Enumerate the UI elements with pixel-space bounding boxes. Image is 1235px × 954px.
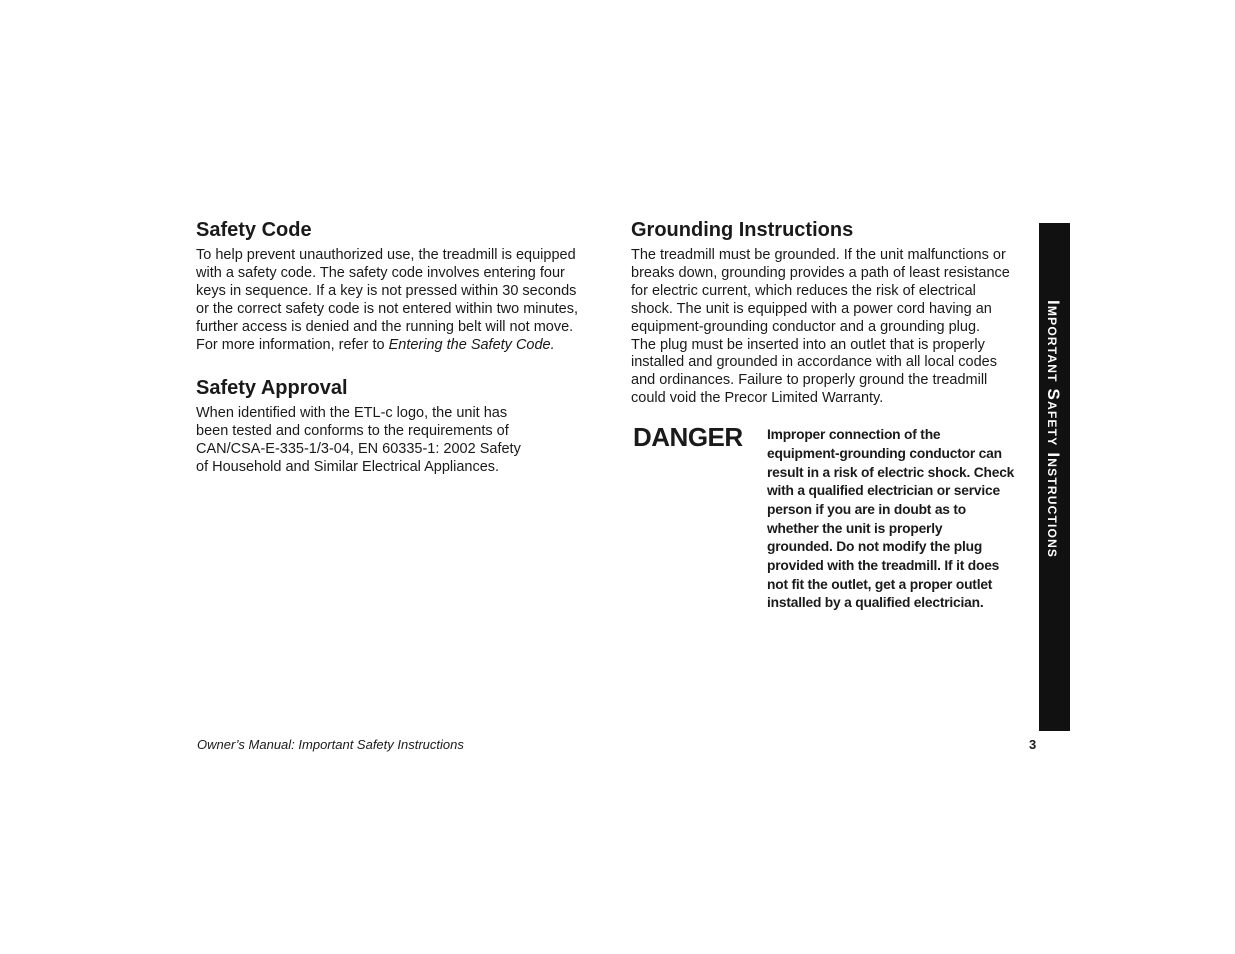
grounding-line: and ordinances. Failure to properly ground the treadmill (631, 372, 988, 389)
grounding-line: for electric current, which reduces the risk of electrical (631, 282, 976, 299)
danger-line: with a qualified electrician or service (767, 483, 1000, 499)
grounding-line: The treadmill must be grounded. If the unit malfunctions or (631, 247, 1006, 263)
safety-approval-line: been tested and conforms to the requirements of (196, 423, 509, 440)
danger-line: not fit the outlet, get a proper outlet (767, 576, 993, 592)
section-side-tab-label: Important Safety Instructions (1044, 300, 1063, 559)
safety-code-heading: Safety Code (196, 219, 312, 241)
grounding-line: breaks down, grounding provides a path of least resistance (631, 264, 1010, 281)
grounding-line: shock. The unit is equipped with a power cord having an (631, 300, 992, 317)
grounding-line: equipment-grounding conductor and a grounding plug. (631, 318, 981, 335)
safety-approval-body (196, 405, 596, 477)
danger-line: installed by a qualified electrician. (767, 595, 984, 611)
danger-line: provided with the treadmill. If it does (767, 558, 1000, 574)
reference-prefix: For more information, refer to (196, 336, 389, 353)
safety-approval-section (196, 376, 596, 477)
left-column (196, 218, 596, 477)
safety-code-line: keys in sequence. If a key is not pressed within 30 seconds (196, 282, 577, 299)
danger-line: grounded. Do not modify the plug (767, 539, 983, 555)
page-number: 3 (1029, 737, 1037, 752)
safety-approval-line: of Household and Similar Electrical Appliances. (196, 459, 500, 476)
danger-line: equipment-grounding conductor can (767, 445, 1002, 461)
grounding-line: could void the Precor Limited Warranty. (631, 390, 884, 407)
safety-code-section (196, 218, 596, 354)
reference-title: Entering the Safety Code. (388, 336, 555, 353)
safety-approval-heading: Safety Approval (196, 377, 348, 400)
safety-code-line: with a safety code. The safety code involves entering four (196, 264, 565, 281)
safety-approval-line: CAN/CSA-E-335-1/3-04, EN 60335-1: 2002 Safety (196, 441, 521, 458)
grounding-line: installed and grounded in accordance with all local codes (631, 354, 997, 371)
danger-line: Improper connection of the (767, 427, 941, 443)
right-column (631, 218, 1031, 611)
footer-title: Owner’s Manual: Important Safety Instructions (197, 737, 464, 752)
safety-approval-line: When identified with the ETL-c logo, the unit has (196, 405, 508, 422)
danger-line: person if you are in doubt as to (767, 501, 967, 517)
danger-label: DANGER (633, 422, 743, 453)
safety-code-line: To help prevent unauthorized use, the treadmill is equipped (196, 247, 576, 263)
danger-line: result in a risk of electric shock. Check (767, 464, 1015, 480)
grounding-line: The plug must be inserted into an outlet that is properly (631, 336, 985, 353)
grounding-heading: Grounding Instructions (631, 219, 854, 241)
safety-code-line: or the correct safety code is not entered within two minutes, (196, 300, 579, 317)
safety-code-line (196, 337, 596, 355)
grounding-body (631, 247, 1031, 408)
danger-line: whether the unit is properly (767, 520, 943, 536)
safety-code-line: further access is denied and the running belt will not move. (196, 318, 574, 335)
grounding-section (631, 218, 1031, 408)
danger-text (767, 426, 1032, 613)
safety-code-body (196, 247, 596, 354)
